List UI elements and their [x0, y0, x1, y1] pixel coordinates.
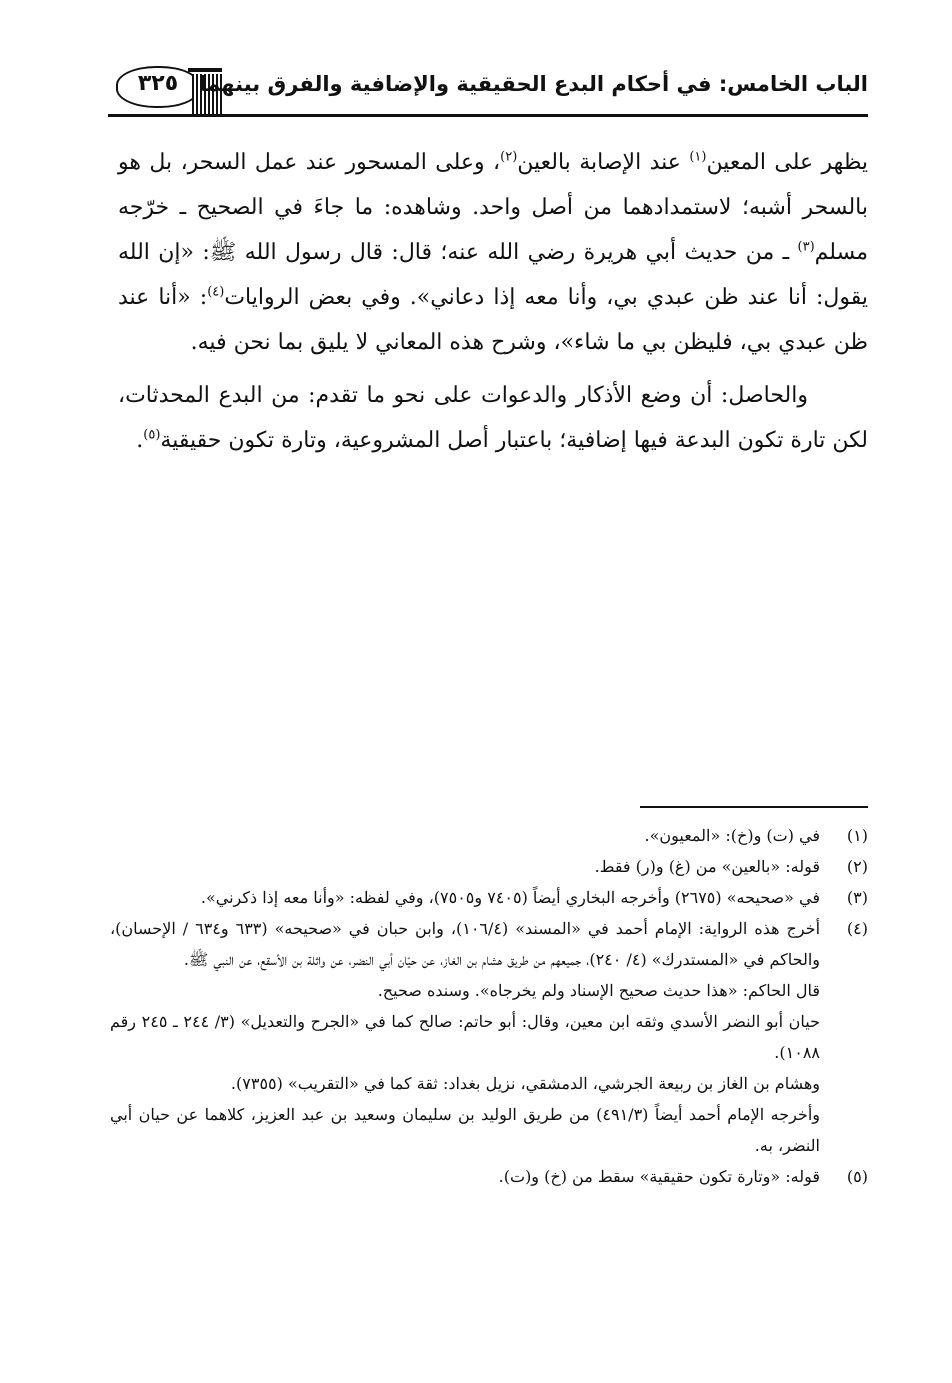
- footnote-ref-4[interactable]: (٤): [207, 284, 225, 300]
- footnote-3: [110, 882, 868, 913]
- footnote-number: (١): [846, 826, 868, 845]
- running-header: [108, 58, 868, 118]
- footnote-body: [110, 882, 820, 913]
- footnote-text: قال الحاكم: «هذا حديث صحيح الإسناد ولم يخرجاه». وسنده صحيح.: [377, 981, 820, 1000]
- footnote-body: [110, 913, 820, 1161]
- footnotes: [110, 820, 868, 1192]
- text-run: يظهر على المعين: [706, 150, 868, 175]
- footnote-number: (٤): [846, 919, 868, 938]
- footnote-text: أخرج هذه الرواية: الإمام أحمد في «المسند» (١٠٦/٤)، وابن حبان في «صحيحه» (٦٣٣ و٦٣٤ / الإحسان)، والحاكم في «المستدرك» (٤/ ٢٤٠)، جميعهم من طريق هشام بن الغاز، عن حيّان أبي النضر، عن واثلة بن الأسقع، عن النبي ﷺ.: [110, 919, 821, 969]
- footnote-text: في «صحيحه» (٢٦٧٥) وأخرجه البخاري أيضاً (٧٤٠٥ و٧٥٠٥)، وفي لفظه: «وأنا معه إذا ذكرني».: [200, 888, 820, 907]
- paragraph-1: [118, 140, 868, 365]
- footnote-text: وهشام بن الغاز بن ربيعة الجرشي، الدمشقي، نزيل بغداد: ثقة كما في «التقريب» (٧٣٥٥).: [230, 1074, 820, 1093]
- footnote-2: [110, 851, 868, 882]
- text-run: : «أنا عند ظن عبدي بي، فليظن بي ما شاء»، وشرح هذه المعاني لا يليق بما نحن فيه.: [118, 285, 868, 355]
- footnote-ref-1[interactable]: (١): [689, 149, 707, 165]
- footnote-text: قوله: «وتارة تكون حقيقية» سقط من (خ) و(ت).: [498, 1167, 820, 1186]
- footnote-1: [110, 820, 868, 851]
- footnote-ref-3[interactable]: (٣): [797, 239, 815, 255]
- footnote-5: [110, 1161, 868, 1192]
- text-run: ، وعلى المسحور عند عمل السحر، بل هو بالسحر أشبه؛ لاستمدادهما من أصل واحد. وشاهده: ما جاءَ في الصحيح ـ خرّجه مسلم: [118, 150, 868, 265]
- footnote-text: حيان أبو النضر الأسدي وثقه ابن معين، وقال: أبو حاتم: صالح كما في «الجرح والتعديل» (٣/ ٢٤٤ ـ ٢٤٥ رقم ١٠٨٨).: [110, 1012, 821, 1062]
- text-run: ـ من حديث أبي هريرة رضي الله عنه؛ قال: قال رسول الله ﷺ: «إن الله يقول: أنا عند ظن عبدي بي، وأنا معه إذا دعاني». وفي بعض الروايات: [118, 240, 868, 310]
- footnote-text: وأخرجه الإمام أحمد أيضاً (٤٩١/٣) من طريق الوليد بن سليمان وسعيد بن عبد العزيز، كلاهما عن حيان أبي النضر، به.: [110, 1105, 820, 1155]
- footnote-separator: [640, 806, 868, 808]
- footnote-number: (٥): [846, 1167, 868, 1186]
- footnote-body: [110, 851, 820, 882]
- footnote-body: [110, 1161, 820, 1192]
- footnote-number: (٢): [846, 857, 868, 876]
- text-run: .: [136, 428, 144, 453]
- footnote-number: (٣): [846, 888, 868, 907]
- footnote-text: قوله: «بالعين» من (غ) و(ر) فقط.: [594, 857, 820, 876]
- footnote-4: [110, 913, 868, 1161]
- text-run: والحاصل: أن وضع الأذكار والدعوات على نحو ما تقدم: من البدع المحدثات، لكن تارة تكون البدعة فيها إضافية؛ باعتبار أصل المشروعية، وتارة تكون حقيقية: [118, 383, 868, 453]
- body-text: [118, 140, 868, 471]
- chapter-title: الباب الخامس: في أحكام البدع الحقيقية والإضافية والفرق بينهما: [199, 72, 868, 96]
- header-rule: [108, 114, 868, 117]
- footnote-ref-5[interactable]: (٥): [143, 427, 161, 443]
- footnote-ref-2[interactable]: (٢): [500, 149, 518, 165]
- text-run: عند الإصابة بالعين: [517, 150, 690, 175]
- page-number: ٣٢٥: [137, 71, 179, 96]
- footnote-body: [110, 820, 820, 851]
- footnote-text: في (ت) و(خ): «المعيون».: [644, 826, 820, 845]
- paragraph-2: [118, 373, 868, 463]
